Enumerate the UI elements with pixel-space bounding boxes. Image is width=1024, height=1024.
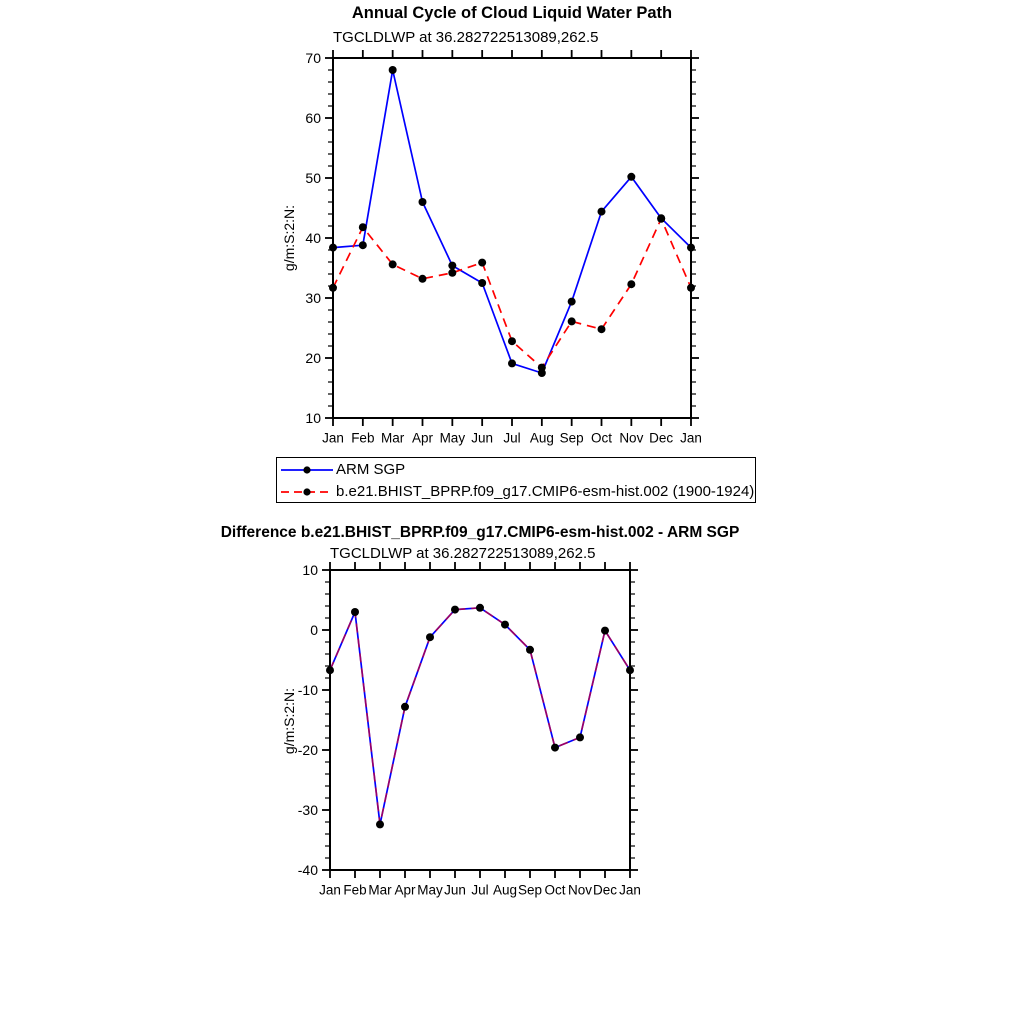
- data-point-marker: [526, 646, 534, 654]
- y-tick-label: -40: [297, 862, 318, 878]
- data-point-marker: [329, 284, 337, 292]
- data-point-marker: [501, 621, 509, 629]
- chart2-y-axis-label: g/m:S:2:N:: [281, 687, 297, 755]
- x-tick-label: Jun: [444, 882, 466, 898]
- y-axis-ticks: [322, 570, 638, 870]
- y-axis-tick-labels: [305, 50, 321, 426]
- data-point-marker: [478, 259, 486, 267]
- data-point-marker: [351, 608, 359, 616]
- y-tick-label: 30: [305, 290, 321, 306]
- data-point-marker: [626, 666, 634, 674]
- data-point-marker: [538, 364, 546, 372]
- data-point-marker: [389, 66, 397, 74]
- data-point-marker: [598, 208, 606, 216]
- x-tick-label: Feb: [351, 430, 375, 446]
- x-axis-tick-labels: [322, 431, 702, 446]
- x-tick-label: Jul: [471, 882, 489, 898]
- legend-row-model: [277, 480, 755, 502]
- legend-line-sample-obs: [280, 463, 334, 475]
- data-point-marker: [568, 298, 576, 306]
- x-tick-label: Jan: [619, 882, 641, 898]
- data-point-marker: [426, 633, 434, 641]
- x-tick-label: May: [439, 430, 466, 446]
- plot-frame: [330, 570, 630, 870]
- chart2-plot: [298, 562, 641, 898]
- data-point-marker: [359, 241, 367, 249]
- x-tick-label: Apr: [411, 430, 434, 446]
- series-markers-1: [326, 604, 634, 829]
- legend-label-model: b.e21.BHIST_BPRP.f09_g17.CMIP6-esm-hist.002 (1900-1924): [336, 482, 755, 500]
- x-tick-label: Sep: [559, 430, 584, 446]
- legend-sample-marker: [303, 466, 310, 473]
- x-tick-label: Apr: [394, 882, 416, 898]
- x-axis-tick-labels: [319, 883, 641, 898]
- data-point-marker: [551, 744, 559, 752]
- y-tick-label: 10: [302, 562, 318, 578]
- series-line-2: [333, 219, 691, 368]
- x-tick-label: Jul: [503, 430, 521, 446]
- legend-label-obs: ARM SGP: [336, 460, 406, 478]
- data-point-marker: [576, 733, 584, 741]
- x-tick-label: Jan: [322, 430, 344, 446]
- y-tick-label: 50: [305, 170, 321, 186]
- series-markers-2: [329, 215, 695, 372]
- data-point-marker: [419, 198, 427, 206]
- x-tick-label: Oct: [590, 430, 613, 446]
- x-tick-label: Jun: [471, 430, 494, 446]
- chart1-plot: [305, 50, 701, 446]
- legend-line-sample-model: [280, 485, 334, 497]
- x-tick-label: Oct: [544, 882, 566, 898]
- chart1-y-axis-label: g/m:S:2:N:: [281, 204, 297, 272]
- x-tick-label: Sep: [517, 882, 543, 898]
- x-tick-label: Nov: [567, 882, 593, 898]
- y-tick-label: -30: [297, 802, 318, 818]
- data-point-marker: [376, 820, 384, 828]
- y-tick-label: 20: [305, 350, 321, 366]
- y-tick-label: -10: [297, 682, 318, 698]
- chart1-title: Annual Cycle of Cloud Liquid Water Path: [351, 4, 673, 22]
- series-markers-1: [329, 66, 695, 377]
- x-tick-label: Dec: [592, 882, 618, 898]
- data-point-marker: [657, 215, 665, 223]
- legend-sample-svg: [280, 464, 334, 476]
- chart1-subtitle: TGCLDLWP at 36.282722513089,262.5: [333, 29, 599, 46]
- chart1-legend: [276, 457, 756, 503]
- data-point-marker: [326, 666, 334, 674]
- y-tick-label: 40: [305, 230, 321, 246]
- data-point-marker: [448, 262, 456, 270]
- data-point-marker: [508, 359, 516, 367]
- data-point-marker: [389, 260, 397, 268]
- x-tick-label: Jan: [680, 430, 702, 446]
- y-tick-label: -20: [297, 742, 318, 758]
- y-axis-tick-labels: [298, 562, 318, 878]
- x-tick-label: Mar: [381, 430, 405, 446]
- data-point-marker: [598, 325, 606, 333]
- x-tick-label: Mar: [368, 882, 392, 898]
- legend-row-obs: [277, 458, 755, 480]
- x-tick-label: Aug: [529, 430, 554, 446]
- data-point-marker: [329, 244, 337, 252]
- data-point-marker: [508, 337, 516, 345]
- x-tick-label: Nov: [619, 430, 644, 446]
- chart2-title: Difference b.e21.BHIST_BPRP.f09_g17.CMIP6-esm-hist.002 - ARM SGP: [220, 524, 740, 541]
- y-tick-label: 70: [305, 50, 321, 66]
- data-point-marker: [568, 317, 576, 325]
- data-point-marker: [401, 703, 409, 711]
- data-point-marker: [419, 275, 427, 283]
- data-point-marker: [359, 223, 367, 231]
- data-point-marker: [448, 269, 456, 277]
- series-line-1: [333, 70, 691, 373]
- chart2-subtitle: TGCLDLWP at 36.282722513089,262.5: [330, 545, 596, 562]
- x-tick-label: Dec: [649, 430, 674, 446]
- y-tick-label: 10: [305, 410, 321, 426]
- x-tick-label: Jan: [319, 882, 341, 898]
- x-tick-label: Feb: [343, 882, 367, 898]
- data-point-marker: [478, 279, 486, 287]
- y-tick-label: 60: [305, 110, 321, 126]
- data-point-marker: [451, 606, 459, 614]
- x-tick-label: May: [417, 882, 443, 898]
- data-point-marker: [627, 173, 635, 181]
- data-point-marker: [687, 284, 695, 292]
- legend-sample-marker: [303, 488, 310, 495]
- data-point-marker: [476, 604, 484, 612]
- y-tick-label: 0: [310, 622, 318, 638]
- data-point-marker: [627, 280, 635, 288]
- legend-sample-svg: [280, 486, 334, 498]
- data-point-marker: [601, 627, 609, 635]
- x-tick-label: Aug: [492, 882, 518, 898]
- series-line-1: [330, 608, 630, 825]
- data-point-marker: [687, 244, 695, 252]
